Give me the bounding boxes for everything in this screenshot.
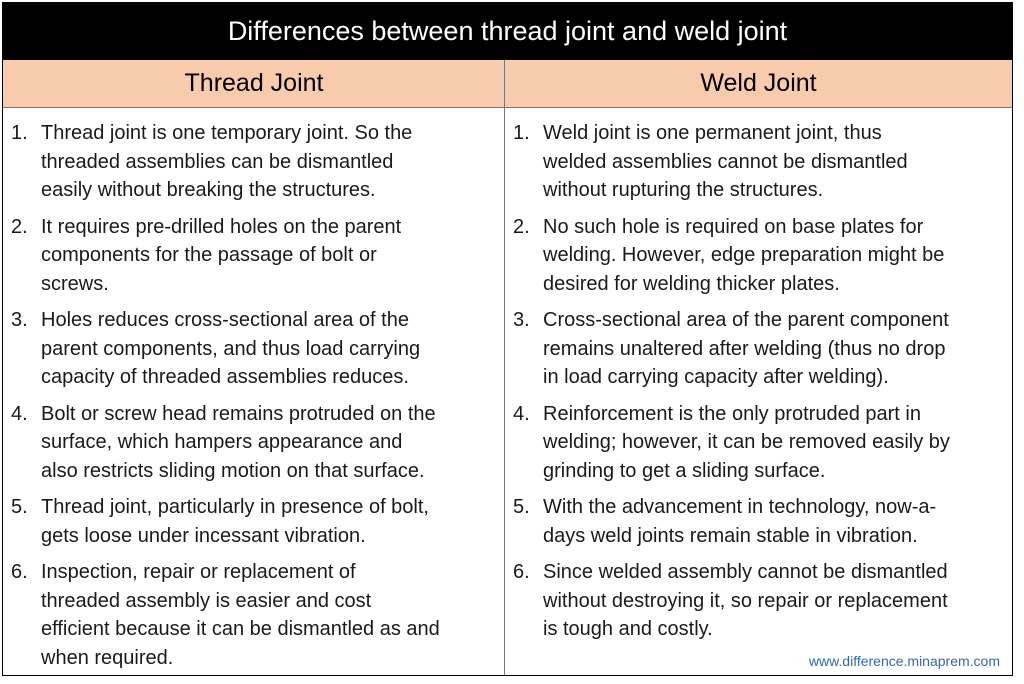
item-number: 1. — [513, 122, 530, 144]
item-line: components for the passage of bolt or — [41, 244, 377, 266]
list-item — [505, 306, 1011, 392]
thread-joint-header: Thread Joint — [3, 60, 505, 108]
list-item — [3, 306, 503, 392]
item-line: welding. However, edge preparation might be — [543, 244, 945, 266]
item-number: 3. — [11, 309, 28, 331]
item-line: also restricts sliding motion on that surface. — [41, 459, 425, 482]
item-line: in load carrying capacity after welding). — [543, 366, 889, 388]
item-line: welding; however, it can be removed easily by — [543, 431, 950, 453]
item-line: No such hole is required on base plates for — [543, 215, 924, 238]
item-line: surface, which hampers appearance and — [41, 431, 403, 453]
item-text — [41, 558, 503, 672]
item-line: desired for welding thicker plates. — [543, 272, 840, 295]
item-text — [543, 119, 1011, 205]
item-number: 2. — [513, 215, 530, 238]
item-line: Inspection, repair or replacement of — [41, 561, 356, 583]
list-item — [505, 400, 1011, 486]
item-text — [41, 213, 503, 299]
watermark-url: www.difference.minaprem.com — [808, 653, 1000, 669]
item-text — [543, 306, 1011, 392]
item-number: 4. — [513, 402, 530, 425]
item-line: screws. — [41, 272, 109, 295]
item-line: days weld joints remain stable in vibration. — [543, 524, 918, 547]
item-line: when required. — [41, 646, 174, 669]
item-line: Thread joint, particularly in presence of bolt, — [41, 496, 429, 518]
item-line: capacity of threaded assemblies reduces. — [41, 366, 409, 388]
item-line: is tough and costly. — [543, 618, 713, 640]
item-number: 4. — [11, 402, 28, 425]
item-line: threaded assemblies can be dismantled — [41, 150, 394, 173]
item-line: gets loose under incessant vibration. — [41, 524, 366, 547]
item-text — [543, 213, 1011, 299]
item-line: Thread joint is one temporary joint. So the — [41, 122, 413, 144]
item-line: With the advancement in technology, now-a- — [543, 496, 937, 518]
list-item — [3, 493, 503, 550]
item-text — [41, 306, 503, 392]
table-title: Differences between thread joint and weld joint — [3, 3, 1012, 60]
item-text — [543, 493, 1011, 550]
item-number: 5. — [11, 496, 28, 518]
item-text — [41, 493, 503, 550]
item-line: welded assemblies cannot be dismantled — [543, 150, 908, 173]
item-line: Holes reduces cross-sectional area of the — [41, 309, 409, 331]
item-line: parent components, and thus load carrying — [41, 337, 421, 360]
item-line: without rupturing the structures. — [543, 179, 824, 201]
item-text — [41, 119, 503, 205]
item-text — [543, 558, 1011, 644]
list-item — [505, 493, 1011, 550]
thread-joint-list — [3, 119, 503, 680]
list-item — [3, 119, 503, 205]
item-number: 3. — [513, 309, 530, 331]
item-number: 6. — [513, 561, 530, 583]
item-line: grinding to get a sliding surface. — [543, 459, 826, 482]
item-line: easily without breaking the structures. — [41, 179, 376, 201]
item-number: 5. — [513, 496, 530, 518]
item-number: 1. — [11, 122, 28, 144]
item-line: Bolt or screw head remains protruded on the — [41, 402, 436, 425]
weld-joint-list — [505, 119, 1011, 652]
list-item — [3, 400, 503, 486]
item-line: Cross-sectional area of the parent component — [543, 309, 949, 331]
item-line: Since welded assembly cannot be dismantled — [543, 561, 948, 583]
list-item — [505, 558, 1011, 644]
list-item — [505, 213, 1011, 299]
item-line: Reinforcement is the only protruded part in — [543, 402, 921, 425]
item-line: efficient because it can be dismantled as and — [41, 618, 440, 640]
weld-joint-header: Weld Joint — [505, 60, 1012, 108]
list-item — [505, 119, 1011, 205]
item-line: remains unaltered after welding (thus no drop — [543, 337, 946, 360]
comparison-table — [2, 2, 1013, 676]
item-number: 2. — [11, 215, 28, 238]
item-line: threaded assembly is easier and cost — [41, 589, 372, 612]
item-line: It requires pre-drilled holes on the parent — [41, 215, 402, 238]
item-number: 6. — [11, 561, 28, 583]
list-item — [3, 213, 503, 299]
item-line: without destroying it, so repair or replacement — [543, 589, 948, 612]
item-line: Weld joint is one permanent joint, thus — [543, 122, 882, 144]
item-text — [543, 400, 1011, 486]
list-item — [3, 558, 503, 672]
item-text — [41, 400, 503, 486]
